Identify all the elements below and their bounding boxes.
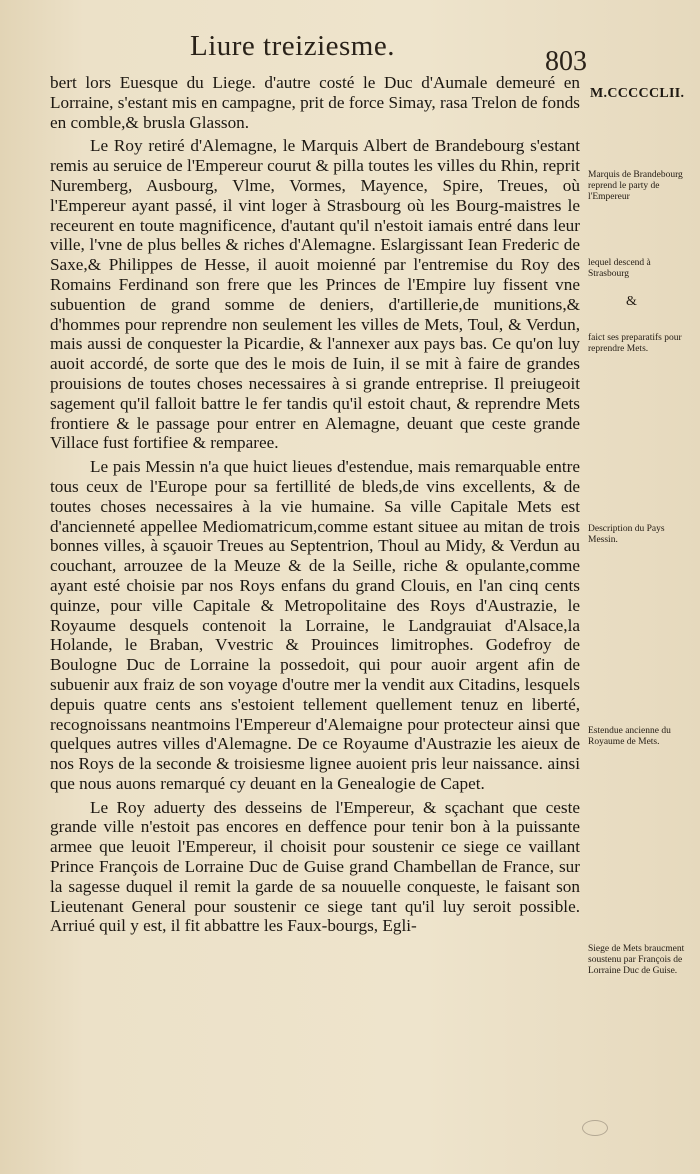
paragraph-1: bert lors Euesque du Liege. d'autre costé le Duc d'Aumale demeuré en Lorraine, s'estant mis en campagne, prit de force Simay, rasa Trelon de fonds en comble,& brusla Glasson.: [50, 73, 580, 132]
page-number: 803: [545, 46, 587, 77]
margin-note-strasbourg: lequel descend à Strasbourg: [588, 258, 651, 279]
paragraph-3: Le pais Messin n'a que huict lieues d'estendue, mais remarquable entre tous ceux de l'Europe pour sa fertillité de bleds,de vins excellents, & de toutes choses necessaires à la vie humaine. Sa ville Capitale Mets est d'ancienneté appellee Mediomatricum,comme estant situee au mitan de trois bonnes villes, à sçauoir Treues au Septentrion, Thoul au Midy, & Verdun au couchant, arrouzee de la Meuze & de la Seille, riche & opulante,comme ayant esté choisie par nos Roys enfans du grand Clouis, en l'an cinq cents quinze, pour ville Capitale & Metropolitaine des Roys d'Austrazie, le Royaume desquels contenoit la Lorraine, le Landgrauiat d'Alsace,la Holande, le Braban, Vvestric & Prouinces limitrophes. Godefroy de Boulogne Duc de Lorraine la possedoit, qui pour auoir argent afin de subuenir aux fraiz de son voyage d'outre mer la vendit aux Citadins, lesquels depuis quatre cents ans s'estoient tellement quellement tenuz en liberté, recognoissans neantmoins l'Empereur d'Alemaigne pour protecteur ainsi que quelques autres villes d'Alemagne. De ce Royaume d'Austrazie les aieux de nos Roys de la seconde & troisiesme lignee auoient pris leur naissance. ainsi que nous auons remarqué cy deuant en la Genealogie de Capet.: [50, 457, 580, 793]
margin-year: M.CCCCCLII.: [590, 86, 685, 101]
page-header: [0, 30, 700, 77]
margin-note-preparatifs: faict ses preparatifs pour reprendre Mets.: [588, 333, 682, 354]
margin-note-royaume-mets: Estendue ancienne du Royaume de Mets.: [588, 726, 671, 747]
margin-note-siege-mets: Siege de Mets braucment soustenu par François de Lorraine Duc de Guise.: [588, 944, 685, 976]
margin-note-brandebourg: Marquis de Brandebourg reprend le party de l'Empereur: [588, 170, 683, 202]
main-text-column: [50, 72, 580, 936]
paragraph-2: Le Roy retiré d'Alemagne, le Marquis Albert de Brandebourg s'estant remis au seruice de l'Empereur courut & pilla toutes les villes du Rhin, reprit Nuremberg, Ausbourg, Vlme, Vormes, Mayence, Spire, Treues, où l'Empereur ayant passé, il vint loger à Strasbourg où les Bourg-maistres le receurent en toute magnificence, d'autant qu'il n'estoit iamais entré dans leur ville, l'vne de plus belles & riches d'Alemagne. Eslargissant Iean Frederic de Saxe,& Philippes de Hesse, il auoit moienné par l'entremise du Roy des Romains Ferdinand son frere que les Princes de l'Empire luy fissent vne subuention de grand somme de deniers, d'artillerie,de munitions,& d'hommes pour reprendre non seulement les villes de Mets, Toul, & Verdun, mais aussi de conquester la Picardie, & l'annexer aux pays bas. Ce qu'on luy auoit accordé, de sorte que des le mois de Iuin, il se mit à faire de grandes prouisions de toutes choses necessaires à si grande entreprise. Il preiugeoit sagement qu'il falloit battre le fer tandis qu'il estoit chaut, & reprendre Mets frontiere & le passage pour entrer en Alemagne, deuant que ceste grande Villace fust fortifiee & remparee.: [50, 136, 580, 453]
margin-note-ampersand: &: [626, 294, 637, 309]
margin-note-pays-messin: Description du Pays Messin.: [588, 524, 665, 545]
paper-stain: [582, 1120, 608, 1136]
paragraph-4: Le Roy aduerty des desseins de l'Empereur, & sçachant que ceste grande ville n'estoit pas encores en deffence pour tenir bon à la puissante armee que leuoit l'Empereur, il choisit pour soustenir ce siege ce vaillant Prince François de Lorraine Duc de Guise grand Chambellan de France, sur la sagesse duquel il remit la garde de sa nouuelle conqueste, le faisant son Lieutenant General pour soustenir ce siege tant qu'il luy seroit possible. Arriué quil y est, il fit abbattre les Faux-bourgs, Egli-: [50, 797, 580, 936]
running-title: Liure treiziesme.: [190, 30, 395, 62]
